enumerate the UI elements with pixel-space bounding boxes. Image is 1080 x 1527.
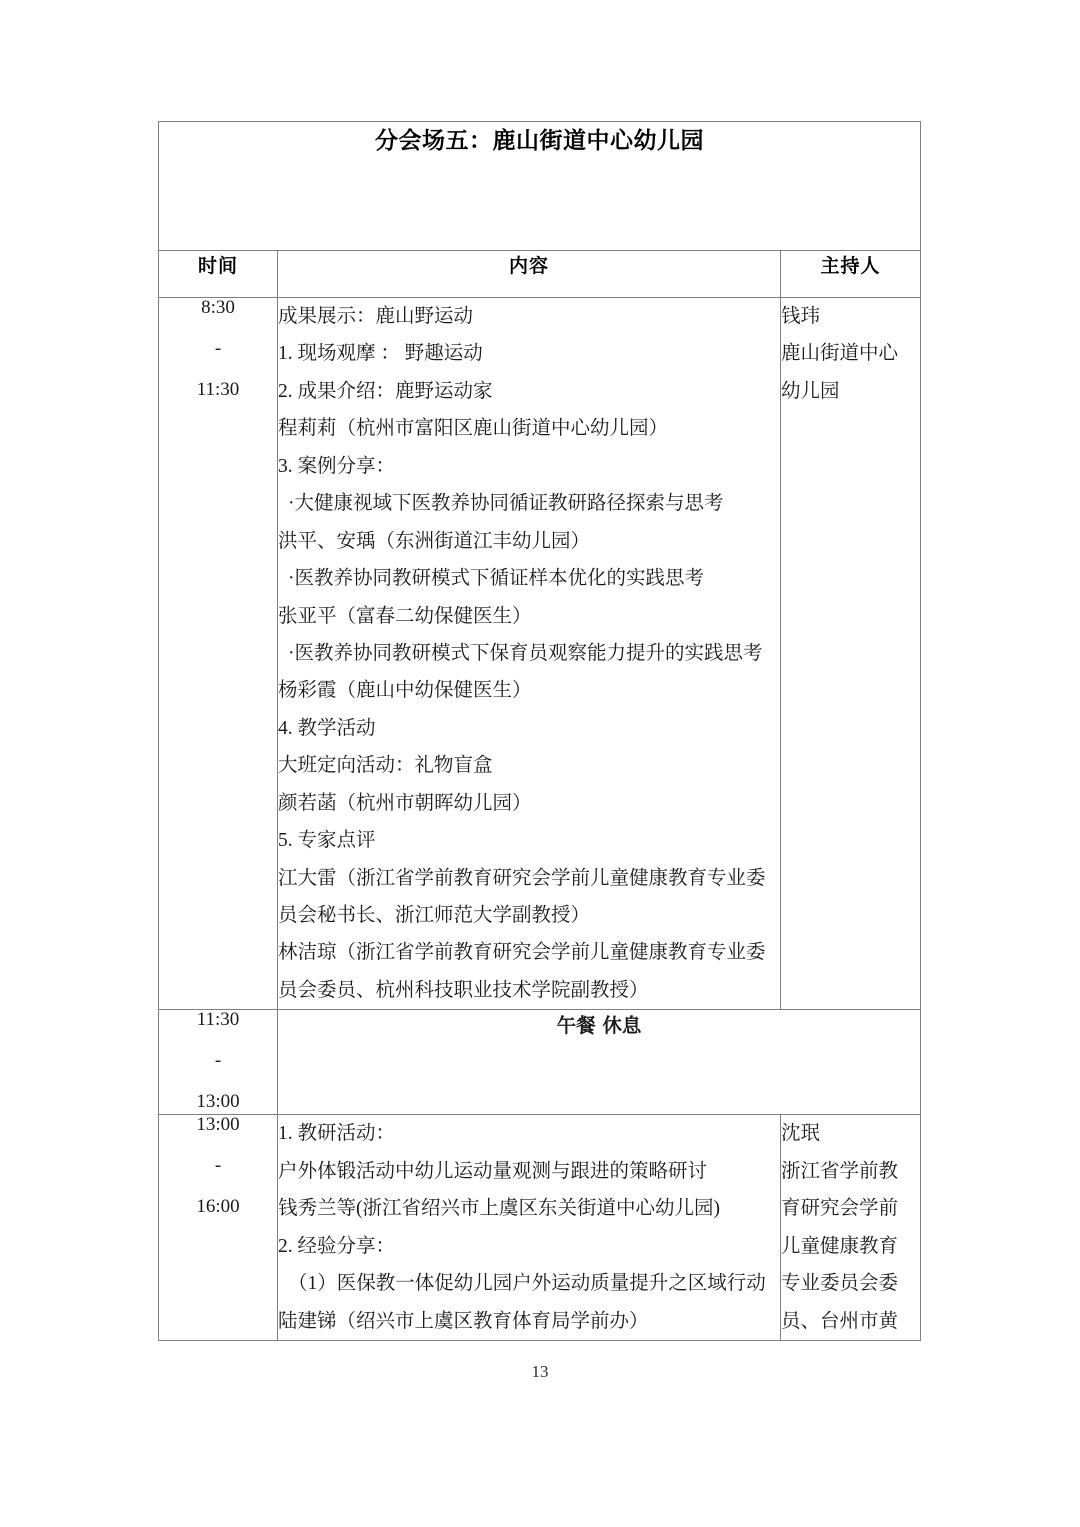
- content-line: 5. 专家点评: [278, 830, 376, 852]
- content-line: 3. 案例分享：: [278, 455, 396, 477]
- content-line: 张亚平（富春二幼保健医生）: [278, 605, 532, 627]
- content-line: 成果展示：鹿山野运动: [278, 306, 474, 327]
- content-line: 员会秘书长、浙江师范大学副教授）: [278, 905, 591, 926]
- time-end: 11:30: [196, 379, 240, 400]
- time-dash: -: [214, 1050, 222, 1072]
- content-line: 2. 经验分享：: [278, 1235, 396, 1257]
- time-start: 13:00: [196, 1114, 240, 1136]
- table-header-row: [159, 251, 921, 298]
- content-line: 杨彩霞（鹿山中幼保健医生）: [278, 680, 532, 702]
- content-line: 江大雷（浙江省学前教育研究会学前儿童健康教育专业委: [278, 867, 766, 889]
- page-number: 13: [531, 1362, 549, 1381]
- column-header-content: 内容: [278, 251, 781, 298]
- time-dash: -: [214, 1155, 222, 1177]
- content-cell-afternoon: [278, 1115, 781, 1341]
- content-line: 颜若菡（杭州市朝晖幼儿园）: [278, 792, 532, 814]
- host-affiliation-line: 专业委员会委: [781, 1273, 899, 1295]
- table-row-lunch: [159, 1010, 921, 1115]
- host-affiliation-line: 育研究会学前: [781, 1198, 899, 1220]
- time-dash: -: [214, 338, 222, 359]
- content-line: 户外体锻活动中幼儿运动量观测与跟进的策略研讨: [278, 1160, 708, 1182]
- content-line: 钱秀兰等(浙江省绍兴市上虞区东关街道中心幼儿园): [278, 1198, 720, 1220]
- content-line: 4. 教学活动: [278, 717, 376, 739]
- column-header-host: 主持人: [781, 251, 921, 298]
- host-affiliation-line: 儿童健康教育: [781, 1235, 899, 1257]
- host-name: 沈珉: [781, 1123, 821, 1145]
- table-title-row: [159, 122, 921, 251]
- column-header-time: 时间: [159, 251, 278, 298]
- content-cell-morning: [278, 298, 781, 1010]
- content-line: 员会委员、杭州科技职业技术学院副教授）: [278, 979, 649, 1001]
- host-name: 钱玮: [781, 306, 821, 327]
- content-line: 陆建锑（绍兴市上虞区教育体育局学前办）: [278, 1310, 649, 1332]
- content-line-bullet: ·大健康视域下医教养协同循证教研路径探索与思考: [288, 493, 724, 515]
- table-row: [159, 1115, 921, 1341]
- host-affiliation-line: 鹿山街道中心: [781, 343, 899, 365]
- page-title: 分会场五：鹿山街道中心幼儿园: [375, 128, 704, 154]
- time-cell-lunch: [159, 1010, 278, 1115]
- time-start: 8:30: [201, 297, 235, 318]
- time-end: 16:00: [196, 1196, 240, 1218]
- host-affiliation-line: 员、台州市黄: [781, 1310, 899, 1332]
- session-title-cell: [159, 122, 921, 251]
- host-affiliation-line: 幼儿园: [781, 380, 840, 402]
- time-end: 13:00: [196, 1091, 240, 1113]
- content-line-bullet: ·医教养协同教研模式下保育员观察能力提升的实践思考: [288, 642, 763, 664]
- content-line: 大班定向活动：礼物盲盒: [278, 755, 493, 777]
- content-line: 洪平、安瑀（东洲街道江丰幼儿园）: [278, 530, 591, 552]
- host-cell-afternoon: [781, 1115, 921, 1341]
- content-line: 2. 成果介绍：鹿野运动家: [278, 380, 493, 402]
- time-start: 11:30: [196, 1009, 240, 1031]
- content-line: （1）医保教一体促幼儿园户外运动质量提升之区域行动: [288, 1273, 766, 1295]
- time-cell-afternoon: [159, 1115, 278, 1341]
- lunch-break-cell: 午餐 休息: [278, 1010, 921, 1115]
- host-affiliation-line: 浙江省学前教: [781, 1160, 899, 1182]
- content-line: 林洁琼（浙江省学前教育研究会学前儿童健康教育专业委: [278, 942, 766, 964]
- agenda-table: [158, 121, 921, 1341]
- content-line: 1. 现场观摩 ： 野趣运动: [278, 343, 483, 365]
- time-cell-morning: [159, 298, 278, 1010]
- content-line: 程莉莉（杭州市富阳区鹿山街道中心幼儿园）: [278, 418, 669, 440]
- host-cell-morning: [781, 298, 921, 1010]
- content-line: 1. 教研活动：: [278, 1123, 396, 1145]
- table-row: [159, 298, 921, 1010]
- content-line-bullet: ·医教养协同教研模式下循证样本优化的实践思考: [288, 568, 704, 590]
